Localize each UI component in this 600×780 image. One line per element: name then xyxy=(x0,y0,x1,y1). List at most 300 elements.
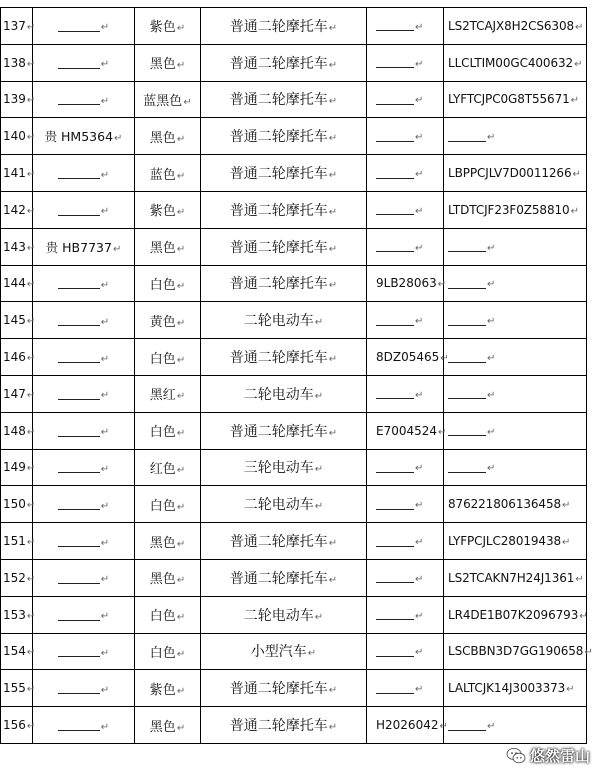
paragraph-mark-icon: ↵ xyxy=(26,132,36,144)
color-cell xyxy=(135,118,201,155)
engine-number-cell xyxy=(367,559,444,596)
vehicle-type-cell-text: 普通二轮摩托车 xyxy=(229,55,328,72)
row-number xyxy=(1,523,36,560)
engine-number-cell xyxy=(367,596,444,633)
vehicle-type-cell-text: 二轮电动车 xyxy=(243,313,314,330)
vehicle-type-cell-text: 三轮电动车 xyxy=(243,460,314,477)
vin-cell-text: LS2TCAKN7H24J1361 xyxy=(448,570,575,585)
table-row xyxy=(1,339,587,376)
row-number xyxy=(1,339,36,376)
paragraph-mark-icon: ↵ xyxy=(176,464,186,476)
color-cell xyxy=(135,670,201,707)
engine-number-cell xyxy=(367,118,444,155)
engine-number-cell-text: 9LB28063 xyxy=(376,276,437,291)
vehicle-type-cell-text: 普通二轮摩托车 xyxy=(229,18,328,35)
paragraph-mark-icon: ↵ xyxy=(415,684,424,696)
table-row xyxy=(1,486,587,523)
table-row xyxy=(1,265,587,302)
color-cell xyxy=(135,633,201,670)
paragraph-mark-icon: ↵ xyxy=(26,721,36,733)
vin-cell xyxy=(444,375,587,412)
paragraph-mark-icon: ↵ xyxy=(26,684,36,696)
paragraph-mark-icon: ↵ xyxy=(100,353,110,365)
engine-number-cell xyxy=(367,707,448,744)
blank-line xyxy=(58,279,100,289)
table-row xyxy=(1,81,587,118)
vehicle-type-cell-text: 普通二轮摩托车 xyxy=(229,534,328,551)
row-number-text: 152 xyxy=(3,570,26,585)
paragraph-mark-icon: ↵ xyxy=(100,500,110,512)
color-cell xyxy=(135,265,201,302)
paragraph-mark-icon: ↵ xyxy=(100,721,110,733)
plate-cell xyxy=(33,191,135,228)
paragraph-mark-icon: ↵ xyxy=(100,279,110,291)
vin-cell xyxy=(444,596,587,633)
color-cell-text: 黑色 xyxy=(149,535,176,551)
row-number xyxy=(1,155,36,192)
color-cell xyxy=(135,8,201,45)
color-cell xyxy=(135,449,201,486)
paragraph-mark-icon: ↵ xyxy=(26,58,36,70)
engine-number-cell xyxy=(367,523,444,560)
row-number-text: 138 xyxy=(3,55,26,70)
engine-number-cell xyxy=(367,44,444,81)
color-cell-text: 白色 xyxy=(149,498,176,514)
vehicle-type-cell-text: 普通二轮摩托车 xyxy=(229,276,328,293)
vehicle-type-cell xyxy=(201,559,367,596)
table-row xyxy=(1,707,587,744)
vin-cell xyxy=(444,81,587,118)
blank-line xyxy=(376,132,414,142)
blank-line xyxy=(376,316,414,326)
engine-number-cell xyxy=(367,228,444,265)
vin-cell-text: LSCBBN3D7GG190658 xyxy=(448,644,584,659)
blank-line xyxy=(448,132,486,142)
vehicle-type-cell xyxy=(201,228,367,265)
paragraph-mark-icon: ↵ xyxy=(566,684,575,696)
plate-cell xyxy=(33,81,135,118)
vin-cell-text: LTDTCJF23F0Z58810 xyxy=(448,202,570,217)
paragraph-mark-icon: ↵ xyxy=(176,354,186,366)
table-row xyxy=(1,191,587,228)
plate-cell xyxy=(33,8,135,45)
vehicle-table xyxy=(0,7,593,744)
paragraph-mark-icon: ↵ xyxy=(328,22,338,34)
engine-number-cell xyxy=(367,449,444,486)
color-cell-text: 黑色 xyxy=(149,719,176,735)
vehicle-type-cell xyxy=(201,265,367,302)
plate-cell-text: 贵 HB7737 xyxy=(45,239,112,255)
color-cell-text: 黑红 xyxy=(149,388,176,404)
paragraph-mark-icon: ↵ xyxy=(26,500,36,512)
vehicle-type-cell xyxy=(201,412,367,449)
row-number xyxy=(1,118,36,155)
paragraph-mark-icon: ↵ xyxy=(487,463,496,475)
color-cell-text: 白色 xyxy=(149,609,176,625)
paragraph-mark-icon: ↵ xyxy=(415,205,424,217)
engine-number-cell-text: 8DZ05465 xyxy=(376,350,440,365)
paragraph-mark-icon: ↵ xyxy=(328,206,338,218)
table-row xyxy=(1,523,587,560)
paragraph-mark-icon: ↵ xyxy=(26,21,36,33)
vehicle-type-cell-text: 普通二轮摩托车 xyxy=(229,718,328,735)
paragraph-mark-icon: ↵ xyxy=(176,612,186,624)
vehicle-table-body xyxy=(1,8,593,744)
blank-line xyxy=(376,573,414,583)
vehicle-type-cell xyxy=(201,155,367,192)
paragraph-mark-icon: ↵ xyxy=(487,279,496,291)
row-number-text: 153 xyxy=(3,607,26,622)
paragraph-mark-icon: ↵ xyxy=(415,573,424,585)
vin-cell-text: LBPPCJLV7D0011266 xyxy=(448,166,572,181)
paragraph-mark-icon: ↵ xyxy=(328,59,338,71)
row-number xyxy=(1,412,36,449)
paragraph-mark-icon: ↵ xyxy=(415,537,424,549)
vin-cell xyxy=(444,8,587,45)
paragraph-mark-icon: ↵ xyxy=(415,132,424,144)
vehicle-type-cell xyxy=(201,339,367,376)
color-cell-text: 黑色 xyxy=(149,241,176,257)
paragraph-mark-icon: ↵ xyxy=(574,58,583,70)
paragraph-mark-icon: ↵ xyxy=(575,21,584,33)
vin-cell-text: LYFPCJLC28019438 xyxy=(448,534,562,549)
row-number-text: 144 xyxy=(3,276,26,291)
paragraph-mark-icon: ↵ xyxy=(26,647,36,659)
vin-cell-text: 876221806136458 xyxy=(448,497,562,512)
paragraph-mark-icon: ↵ xyxy=(570,205,579,217)
paragraph-mark-icon: ↵ xyxy=(176,207,186,219)
paragraph-mark-icon: ↵ xyxy=(100,206,110,218)
table-row xyxy=(1,412,587,449)
color-cell-text: 红色 xyxy=(149,461,176,477)
color-cell xyxy=(135,339,201,376)
paragraph-mark-icon: ↵ xyxy=(487,426,496,438)
blank-line xyxy=(376,205,414,215)
blank-line xyxy=(58,684,100,694)
table-row xyxy=(1,559,587,596)
paragraph-mark-icon: ↵ xyxy=(26,610,36,622)
row-number-text: 148 xyxy=(3,423,26,438)
table-row xyxy=(1,44,587,81)
plate-cell xyxy=(33,523,135,560)
row-number-text: 139 xyxy=(3,92,26,107)
blank-line xyxy=(376,242,414,252)
paragraph-mark-icon: ↵ xyxy=(26,426,36,438)
paragraph-mark-icon: ↵ xyxy=(26,573,36,585)
paragraph-mark-icon: ↵ xyxy=(328,685,338,697)
vin-cell xyxy=(444,486,587,523)
color-cell xyxy=(135,375,201,412)
paragraph-mark-icon: ↵ xyxy=(26,95,36,107)
color-cell-text: 白色 xyxy=(149,351,176,367)
blank-line xyxy=(376,537,414,547)
table-row xyxy=(1,633,587,670)
paragraph-mark-icon: ↵ xyxy=(176,428,186,440)
color-cell-text: 紫色 xyxy=(149,682,176,698)
paragraph-mark-icon: ↵ xyxy=(176,575,186,587)
vehicle-type-cell-text: 小型汽车 xyxy=(250,644,307,661)
color-cell xyxy=(135,486,201,523)
paragraph-mark-icon: ↵ xyxy=(176,391,186,403)
blank-line xyxy=(376,500,414,510)
engine-number-cell xyxy=(367,375,444,412)
blank-line xyxy=(448,316,486,326)
color-cell-text: 黑色 xyxy=(149,130,176,146)
vin-cell xyxy=(444,155,587,192)
vin-cell xyxy=(444,707,587,744)
paragraph-mark-icon: ↵ xyxy=(176,685,186,697)
vin-cell xyxy=(444,302,587,339)
row-number-text: 156 xyxy=(3,718,26,733)
paragraph-mark-icon: ↵ xyxy=(100,574,110,586)
engine-number-cell-text: E7004524 xyxy=(376,423,438,438)
paragraph-mark-icon: ↵ xyxy=(100,316,110,328)
paragraph-mark-icon: ↵ xyxy=(100,611,110,623)
vin-cell xyxy=(444,523,587,560)
table-row xyxy=(1,155,587,192)
row-number xyxy=(1,559,36,596)
color-cell-text: 蓝色 xyxy=(149,167,176,183)
paragraph-mark-icon: ↵ xyxy=(314,611,324,623)
paragraph-mark-icon: ↵ xyxy=(176,170,186,182)
table-row xyxy=(1,118,587,155)
table-row xyxy=(1,302,587,339)
paragraph-mark-icon: ↵ xyxy=(572,169,581,181)
color-cell-text: 蓝黑色 xyxy=(143,93,183,109)
blank-line xyxy=(448,279,486,289)
vehicle-type-cell-text: 普通二轮摩托车 xyxy=(229,92,328,109)
plate-cell xyxy=(33,302,135,339)
vehicle-type-cell-text: 二轮电动车 xyxy=(243,607,314,624)
paragraph-mark-icon: ↵ xyxy=(328,170,338,182)
engine-number-cell xyxy=(367,155,444,192)
vehicle-type-cell-text: 普通二轮摩托车 xyxy=(229,202,328,219)
paragraph-mark-icon: ↵ xyxy=(176,538,186,550)
paragraph-mark-icon: ↵ xyxy=(415,58,424,70)
color-cell xyxy=(135,228,201,265)
paragraph-mark-icon: ↵ xyxy=(307,648,317,660)
paragraph-mark-icon: ↵ xyxy=(314,501,324,513)
paragraph-mark-icon: ↵ xyxy=(415,500,424,512)
paragraph-mark-icon: ↵ xyxy=(26,316,36,328)
paragraph-mark-icon: ↵ xyxy=(176,60,186,72)
paragraph-mark-icon: ↵ xyxy=(176,722,186,734)
paragraph-mark-icon: ↵ xyxy=(438,426,447,438)
blank-line xyxy=(58,537,100,547)
row-number xyxy=(1,302,36,339)
blank-line xyxy=(58,206,100,216)
table-row xyxy=(1,228,587,265)
paragraph-mark-icon: ↵ xyxy=(328,722,338,734)
vin-cell-text: LYFTCJPC0G8T55671 xyxy=(448,92,570,107)
table-row xyxy=(1,8,587,45)
vehicle-type-cell-text: 普通二轮摩托车 xyxy=(229,423,328,440)
vin-cell xyxy=(444,44,587,81)
color-cell xyxy=(135,412,201,449)
plate-cell xyxy=(33,155,135,192)
blank-line xyxy=(58,353,100,363)
vehicle-type-cell xyxy=(201,596,367,633)
vehicle-type-cell xyxy=(201,707,367,744)
plate-cell xyxy=(33,633,135,670)
vin-cell-text: LR4DE1B07K2096793 xyxy=(448,607,579,622)
engine-number-cell xyxy=(367,339,449,376)
plate-cell xyxy=(33,670,135,707)
vin-cell xyxy=(444,412,587,449)
blank-line xyxy=(376,21,414,31)
plate-cell xyxy=(33,559,135,596)
paragraph-mark-icon: ↵ xyxy=(176,244,186,256)
blank-line xyxy=(376,610,414,620)
blank-line xyxy=(58,59,100,69)
plate-cell xyxy=(33,486,135,523)
paragraph-mark-icon: ↵ xyxy=(314,317,324,329)
paragraph-mark-icon: ↵ xyxy=(314,390,324,402)
watermark-text: 悠然雷山 xyxy=(529,747,590,765)
engine-number-cell xyxy=(367,412,447,449)
row-number xyxy=(1,8,36,45)
blank-line xyxy=(448,242,486,252)
vehicle-type-cell-text: 普通二轮摩托车 xyxy=(229,129,328,146)
engine-number-cell xyxy=(367,265,447,302)
engine-number-cell xyxy=(367,633,444,670)
blank-line xyxy=(58,721,100,731)
row-number-text: 143 xyxy=(3,239,26,254)
vehicle-type-cell xyxy=(201,191,367,228)
paragraph-mark-icon: ↵ xyxy=(415,21,424,33)
color-cell-text: 黑色 xyxy=(149,57,176,73)
row-number-text: 140 xyxy=(3,129,26,144)
plate-cell xyxy=(33,118,135,155)
paragraph-mark-icon: ↵ xyxy=(328,574,338,586)
color-cell xyxy=(135,302,201,339)
paragraph-mark-icon: ↵ xyxy=(100,59,110,71)
row-number-text: 149 xyxy=(3,460,26,475)
blank-line xyxy=(448,463,486,473)
paragraph-mark-icon: ↵ xyxy=(328,538,338,550)
paragraph-mark-icon: ↵ xyxy=(415,242,424,254)
vin-cell xyxy=(444,449,587,486)
row-number-text: 141 xyxy=(3,166,26,181)
paragraph-mark-icon: ↵ xyxy=(415,95,424,107)
blank-line xyxy=(448,353,486,363)
wechat-icon xyxy=(506,746,526,766)
blank-line xyxy=(376,684,414,694)
paragraph-mark-icon: ↵ xyxy=(176,501,186,513)
paragraph-mark-icon: ↵ xyxy=(100,684,110,696)
vehicle-type-cell xyxy=(201,633,367,670)
paragraph-mark-icon: ↵ xyxy=(415,610,424,622)
paragraph-mark-icon: ↵ xyxy=(415,316,424,328)
blank-line xyxy=(376,389,414,399)
paragraph-mark-icon: ↵ xyxy=(100,463,110,475)
blank-line xyxy=(448,389,486,399)
color-cell xyxy=(135,523,201,560)
blank-line xyxy=(58,611,100,621)
row-number xyxy=(1,265,36,302)
color-cell xyxy=(135,707,201,744)
color-cell-text: 黄色 xyxy=(149,314,176,330)
blank-line xyxy=(58,463,100,473)
paragraph-mark-icon: ↵ xyxy=(328,354,338,366)
blank-line xyxy=(58,427,100,437)
blank-line xyxy=(58,500,100,510)
engine-number-cell xyxy=(367,191,444,228)
engine-number-cell xyxy=(367,8,444,45)
paragraph-mark-icon: ↵ xyxy=(562,500,571,512)
paragraph-mark-icon: ↵ xyxy=(26,389,36,401)
row-number xyxy=(1,449,36,486)
paragraph-mark-icon: ↵ xyxy=(100,427,110,439)
row-number xyxy=(1,486,36,523)
row-number-text: 142 xyxy=(3,202,26,217)
vehicle-type-cell xyxy=(201,486,367,523)
paragraph-mark-icon: ↵ xyxy=(26,463,36,475)
paragraph-mark-icon: ↵ xyxy=(439,721,448,733)
vehicle-type-cell-text: 普通二轮摩托车 xyxy=(229,350,328,367)
vehicle-type-cell-text: 普通二轮摩托车 xyxy=(229,681,328,698)
table-row xyxy=(1,670,587,707)
blank-line xyxy=(376,647,414,657)
plate-cell xyxy=(33,228,135,265)
blank-line xyxy=(58,647,100,657)
paragraph-mark-icon: ↵ xyxy=(26,537,36,549)
vehicle-type-cell-text: 普通二轮摩托车 xyxy=(229,166,328,183)
blank-line xyxy=(58,390,100,400)
engine-number-cell xyxy=(367,670,444,707)
blank-line xyxy=(376,58,414,68)
paragraph-mark-icon: ↵ xyxy=(100,537,110,549)
row-number xyxy=(1,44,36,81)
vehicle-type-cell-text: 普通二轮摩托车 xyxy=(229,570,328,587)
paragraph-mark-icon: ↵ xyxy=(176,133,186,145)
watermark xyxy=(506,745,590,766)
blank-line xyxy=(58,22,100,32)
vehicle-type-cell xyxy=(201,670,367,707)
vin-cell xyxy=(444,228,587,265)
vin-cell xyxy=(444,118,587,155)
vehicle-type-cell xyxy=(201,44,367,81)
engine-number-cell xyxy=(367,302,444,339)
color-cell-text: 紫色 xyxy=(149,20,176,36)
paragraph-mark-icon: ↵ xyxy=(328,133,338,145)
vin-cell xyxy=(444,633,593,670)
engine-number-cell xyxy=(367,486,444,523)
paragraph-mark-icon: ↵ xyxy=(487,132,496,144)
color-cell-text: 黑色 xyxy=(149,572,176,588)
blank-line xyxy=(376,95,414,105)
color-cell-text: 白色 xyxy=(149,425,176,441)
blank-line xyxy=(58,316,100,326)
plate-cell xyxy=(33,339,135,376)
vehicle-type-cell xyxy=(201,81,367,118)
paragraph-mark-icon: ↵ xyxy=(487,242,496,254)
vehicle-type-cell xyxy=(201,118,367,155)
blank-line xyxy=(376,169,414,179)
vin-cell-text: LS2TCAJX8H2CS6308 xyxy=(448,18,575,33)
row-number xyxy=(1,596,36,633)
color-cell xyxy=(135,81,201,118)
paragraph-mark-icon: ↵ xyxy=(26,205,36,217)
table-row xyxy=(1,596,587,633)
color-cell-text: 白色 xyxy=(149,277,176,293)
color-cell-text: 白色 xyxy=(149,645,176,661)
engine-number-cell xyxy=(367,81,444,118)
paragraph-mark-icon: ↵ xyxy=(579,610,588,622)
paragraph-mark-icon: ↵ xyxy=(26,242,36,254)
vin-cell xyxy=(444,670,587,707)
plate-cell xyxy=(33,44,135,81)
